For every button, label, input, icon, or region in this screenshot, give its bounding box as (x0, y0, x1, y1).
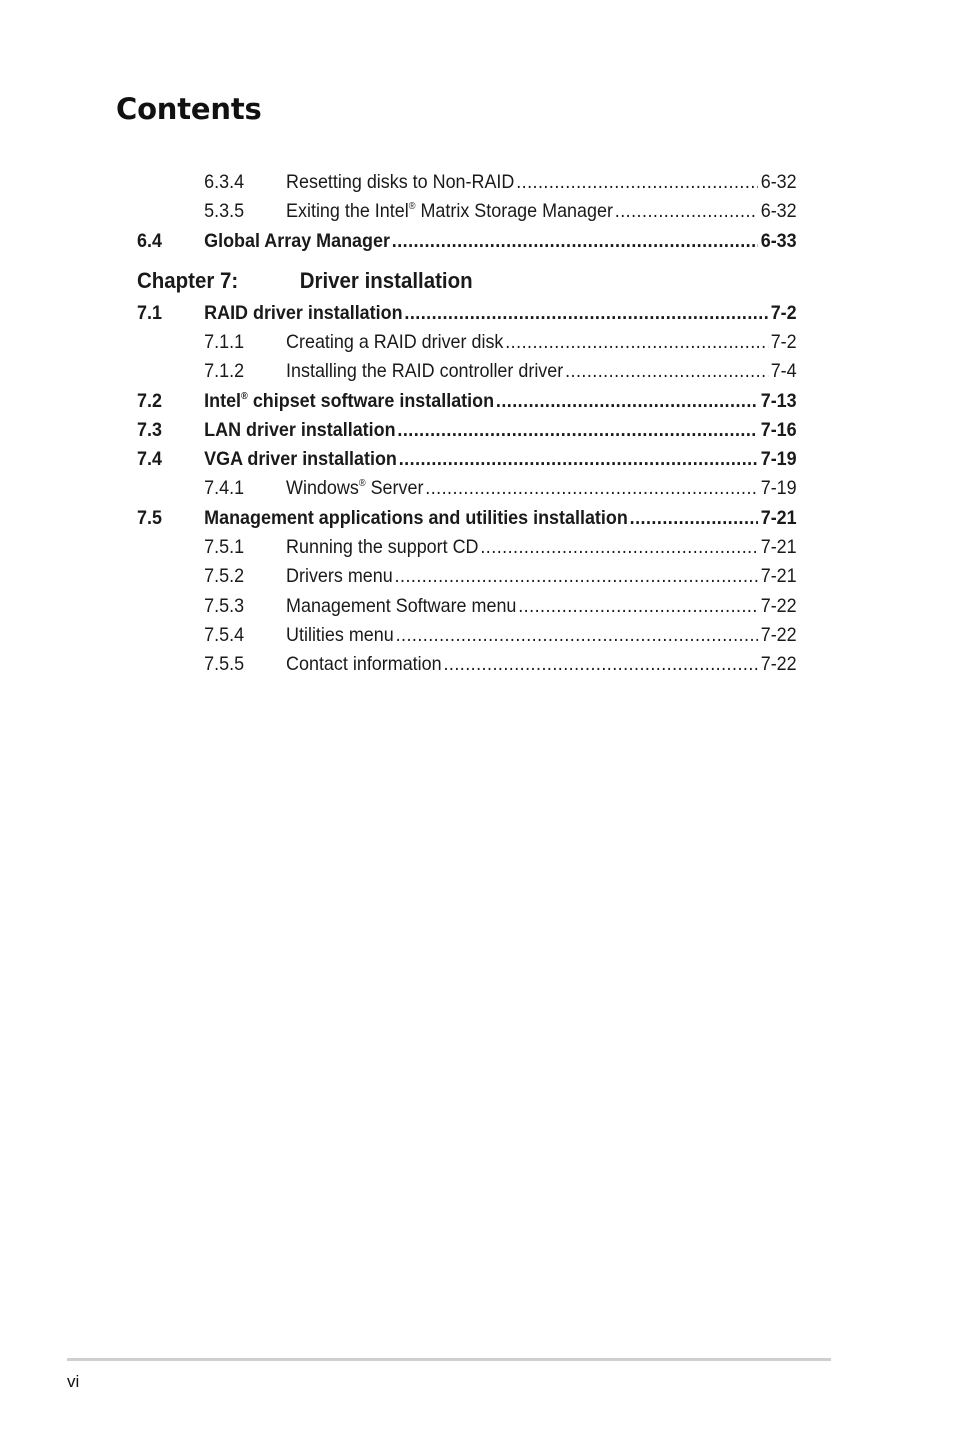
toc-entry-body (286, 652, 797, 676)
toc-entry[interactable] (137, 652, 797, 676)
toc-entry-title (286, 594, 518, 618)
dot-leader (443, 652, 758, 676)
dot-leader (518, 594, 758, 618)
toc-entry[interactable] (137, 564, 797, 588)
toc-entry-number: 7.4 (137, 448, 162, 470)
toc-entry-body (286, 535, 797, 559)
toc-entry[interactable] (137, 476, 797, 500)
toc-entry[interactable] (137, 623, 797, 647)
dot-leader (399, 447, 758, 471)
toc-entry-title-text: RAID driver installation (204, 302, 403, 324)
toc-entry[interactable] (137, 170, 797, 194)
toc-entry-title (286, 170, 516, 194)
toc-entry-title (286, 330, 505, 354)
toc-entry-title-suffix: chipset software installation (247, 390, 495, 412)
toc-entry[interactable] (137, 535, 797, 559)
toc-entry-page: 7-22 (760, 595, 797, 617)
toc-entry-page: 7-21 (760, 507, 797, 529)
toc-entry-page: 7-19 (760, 448, 797, 470)
toc-entry-page: 6-32 (760, 171, 797, 193)
toc-entry-title (286, 476, 425, 500)
toc-entry[interactable] (137, 594, 797, 618)
toc-entry-number: 6.4 (137, 230, 162, 252)
toc-entry[interactable] (137, 418, 797, 442)
toc-entry-number: 7.5.2 (204, 565, 245, 587)
toc-entry-number: 7.5.3 (204, 595, 245, 617)
toc-entry-title-text: Creating a RAID driver disk (286, 331, 504, 353)
toc-entry-title (204, 389, 496, 413)
toc-entry-title-text: Drivers menu (286, 565, 393, 587)
toc-entry-page: 6-33 (760, 230, 797, 252)
toc-entry-number: 7.5.5 (204, 653, 245, 675)
registered-mark: ® (241, 391, 248, 402)
toc-entry-title-suffix: Server (365, 477, 424, 499)
dot-leader (392, 229, 758, 253)
toc-entry-title (204, 229, 392, 253)
toc-entry[interactable] (137, 330, 797, 354)
toc-entry-title (286, 564, 395, 588)
toc-entry-page: 7-16 (760, 419, 797, 441)
toc-entry-body (286, 330, 797, 354)
toc-entry[interactable] (137, 447, 797, 471)
toc-entry-title-text: Resetting disks to Non-RAID (286, 171, 515, 193)
toc-entry-title (204, 301, 404, 325)
toc-entry-number: 7.4.1 (204, 477, 245, 499)
toc-entry-title (204, 506, 630, 530)
registered-mark: ® (358, 478, 366, 489)
toc-entry-body (204, 389, 796, 413)
toc-entry-body (286, 564, 797, 588)
toc-entry-page: 7-22 (760, 624, 797, 646)
dot-leader (395, 564, 758, 588)
dot-leader (565, 359, 768, 383)
toc-entry[interactable] (137, 229, 797, 253)
toc-entry-title-suffix: Matrix Storage Manager (415, 200, 613, 222)
toc-entry-title-text: Management applications and utilities installation (204, 507, 628, 529)
toc-entry-page: 7-13 (760, 390, 797, 412)
toc-entry-body (286, 594, 797, 618)
toc-entry-body (204, 229, 796, 253)
toc-entry-title (204, 447, 399, 471)
toc-entry-body (204, 506, 796, 530)
toc-entry-page: 7-21 (760, 565, 797, 587)
dot-leader (496, 389, 758, 413)
toc-entry-page: 7-4 (770, 360, 797, 382)
dot-leader (615, 199, 758, 223)
dot-leader (404, 301, 768, 325)
toc-entry-title (286, 535, 480, 559)
toc-entry[interactable] (137, 389, 797, 413)
toc-entry-body (204, 301, 796, 325)
toc-entry-number: 6.3.4 (204, 171, 245, 193)
toc-entry-page: 7-22 (760, 653, 797, 675)
toc-entry-body (286, 359, 797, 383)
toc-entry-title-text: Contact information (286, 653, 442, 675)
toc-entry-title-text: Installing the RAID controller driver (286, 360, 564, 382)
toc-entry-title-text: VGA driver installation (204, 448, 397, 470)
footer-divider (67, 1358, 831, 1361)
toc-entry-body (286, 170, 797, 194)
registered-mark: ® (408, 201, 416, 212)
toc-entry-title-text: Utilities menu (286, 624, 394, 646)
dot-leader (480, 535, 758, 559)
toc-entry-title-text: Running the support CD (286, 536, 479, 558)
dot-leader (396, 623, 758, 647)
toc-entry-number: 7.5.1 (204, 536, 245, 558)
dot-leader (516, 170, 758, 194)
toc-entry-page: 7-21 (760, 536, 797, 558)
toc-entry-number: 7.2 (137, 390, 162, 412)
toc-entry-title-text: Global Array Manager (204, 230, 390, 252)
toc-entry-number: 7.1.2 (204, 360, 245, 382)
dot-leader (630, 506, 758, 530)
toc-entry-page: 7-2 (770, 302, 797, 324)
toc-entry[interactable] (137, 301, 797, 325)
toc-entry-body (204, 418, 796, 442)
dot-leader (505, 330, 768, 354)
chapter-label: Chapter 7: (137, 268, 239, 293)
toc-entry-title (204, 418, 397, 442)
chapter-title: Driver installation (299, 268, 473, 293)
toc-entry-number: 7.5.4 (204, 624, 245, 646)
toc-entry-body (286, 476, 797, 500)
toc-entry-number: 7.5 (137, 507, 162, 529)
toc-entry-title (286, 359, 565, 383)
toc-entry-title-text: Exiting the Intel (286, 200, 409, 222)
toc-entry-page: 7-2 (770, 331, 797, 353)
toc-entry[interactable] (137, 199, 797, 223)
toc-entry-body (204, 447, 796, 471)
toc-entry-number: 7.3 (137, 419, 162, 441)
toc-entry-title (286, 199, 615, 223)
toc-entry-title (286, 652, 443, 676)
toc-entry-number: 5.3.5 (204, 200, 245, 222)
toc-entry-number: 7.1.1 (204, 331, 245, 353)
toc-entry-title-text: LAN driver installation (204, 419, 396, 441)
toc-entry-page: 6-32 (760, 200, 797, 222)
toc-entry[interactable] (137, 359, 797, 383)
page-title: Contents (116, 92, 262, 126)
toc-entry-number: 7.1 (137, 302, 162, 324)
toc-entry-title-text: Management Software menu (286, 595, 517, 617)
dot-leader (425, 476, 758, 500)
page-number: vi (67, 1372, 80, 1391)
toc-entry-body (286, 199, 797, 223)
toc-entry-body (286, 623, 797, 647)
toc-entry[interactable] (137, 506, 797, 530)
toc-entry-title-text: Windows (286, 477, 359, 499)
toc-entry-title-text: Intel (204, 390, 242, 412)
toc-entry-page: 7-19 (760, 477, 797, 499)
dot-leader (397, 418, 758, 442)
toc-entry-title (286, 623, 396, 647)
